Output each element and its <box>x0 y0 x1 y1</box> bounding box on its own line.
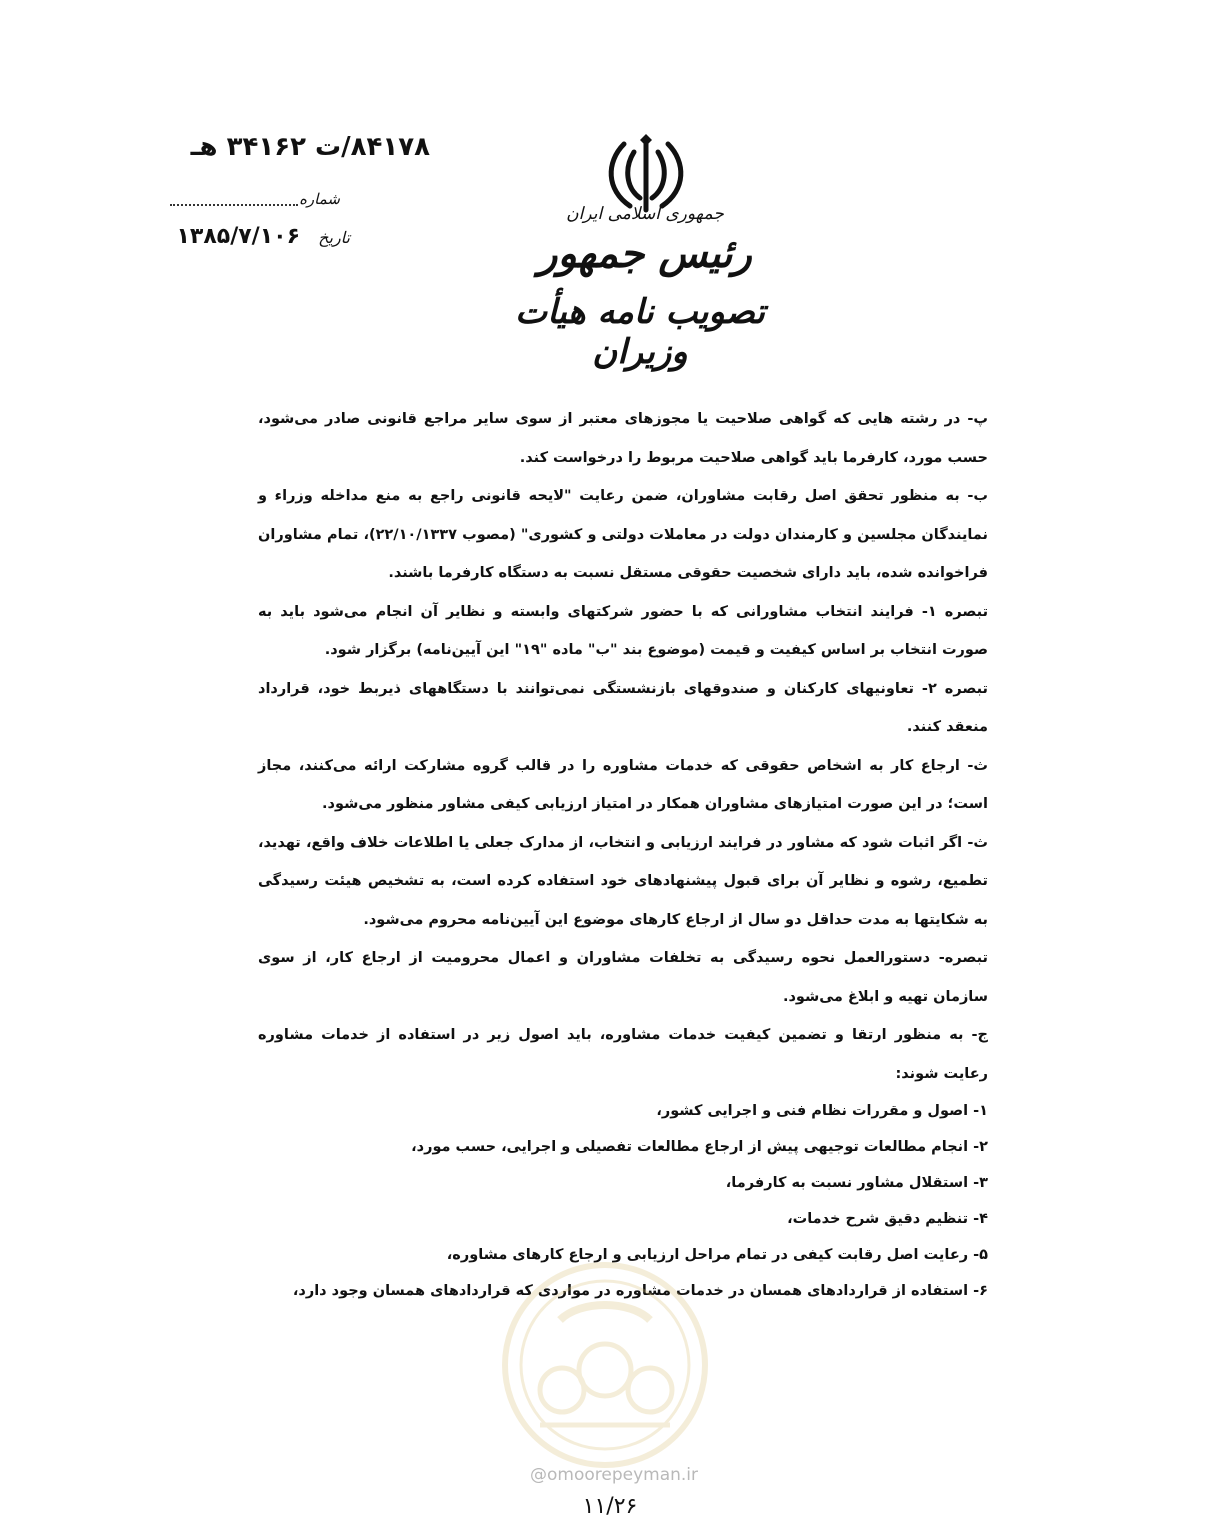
document-body <box>258 400 988 1309</box>
paragraph: ث- اگر اثبات شود که مشاور در فرایند ارزیابی و انتخاب، از مدارک جعلی یا اطلاعات خلاف واقع، تهدید، تطمیع، رشوه و نظایر آن برای قبول پیشنهادهای خود استفاده کرده است، به تشخیص هیئت رسیدگی به شکایتها به مدت حداقل دو سال از ارجاع کارهای موضوع این آیین‌نامه محروم می‌شود. <box>258 834 988 928</box>
paragraph: پ- در رشته هایی که گواهی صلاحیت یا مجوزهای معتبر از سوی سایر مراجع قانونی صادر می‌شود، حسب مورد، کارفرما باید گواهی صلاحیت مربوط را درخواست کند. <box>258 411 988 466</box>
paragraph: تبصره ۱- فرایند انتخاب مشاورانی که با حضور شرکتهای وابسته و نظایر آن انجام می‌شود باید به صورت انتخاب بر اساس کیفیت و قیمت (موضوع بند "ب" ماده "۱۹" این آیین‌نامه) برگزار شود. <box>258 603 989 658</box>
list-item: ۳- استقلال مشاور نسبت به کارفرما، <box>725 1175 988 1191</box>
reference-number: ۸۴۱۷۸/ت ۳۴۱۶۲ هـ <box>190 132 430 162</box>
reference-date-value: ۱۳۸۵/۷/۱۰۶ <box>176 224 300 249</box>
reference-shomare-dots <box>170 204 298 206</box>
reference-date-label: تاریخ <box>318 228 350 247</box>
paragraph: تبصره ۲- تعاونیهای کارکنان و صندوقهای بازنشستگی نمی‌توانند با دستگاههای ذیربط خود، قرارداد منعقد کنند. <box>258 680 988 735</box>
page-number: ۱۱/۲۶ <box>582 1494 638 1519</box>
header-country: جمهوری اسلامی ایران <box>566 204 724 224</box>
paragraph: ث- ارجاع کار به اشخاص حقوقی که خدمات مشاوره را در قالب گروه مشارکت ارائه می‌کنند، مجاز است؛ در این صورت امتیازهای مشاوران همکار در امتیاز ارزیابی کیفی مشاور منظور می‌شود. <box>258 757 988 812</box>
paragraph: ج- به منظور ارتقا و تضمین کیفیت خدمات مشاوره، باید اصول زیر در استفاده از خدمات مشاوره رعایت شوند: <box>258 1027 988 1082</box>
reference-shomare-label: شماره <box>299 190 340 208</box>
paragraph: ب- به منظور تحقق اصل رقابت مشاوران، ضمن رعایت "لایحه قانونی راجع به منع مداخله وزراء و نمایندگان مجلسین و کارمندان دولت در معاملات دولتی و کشوری" (مصوب ۲۲/۱۰/۱۳۳۷)، تمام مشاوران فراخوانده شده، باید دارای شخصیت حقوقی مستقل نسبت به دستگاه کارفرما باشند. <box>258 488 988 581</box>
paragraph: تبصره- دستورالعمل نحوه رسیدگی به تخلفات مشاوران و اعمال محرومیت از ارجاع کار، از سوی سازمان تهیه و ابلاغ می‌شود. <box>258 950 988 1005</box>
list-item: ۴- تنظیم دقیق شرح خدمات، <box>787 1211 988 1227</box>
list-item: ۵- رعایت اصل رقابت کیفی در تمام مراحل ارزیابی و ارجاع کارهای مشاوره، <box>446 1247 988 1263</box>
site-url: @omoorepeyman.ir <box>529 1465 699 1485</box>
reference-date-row <box>150 224 350 256</box>
omoorepeyman-seal-icon <box>500 1260 710 1470</box>
header-president: رئیس جمهور <box>538 230 752 277</box>
list-item: ۶- استفاده از قراردادهای همسان در خدمات مشاوره در مواردی که قراردادهای همسان وجود دارد، <box>292 1283 988 1299</box>
list-item: ۱- اصول و مقررات نظام فنی و اجرایی کشور، <box>656 1103 988 1119</box>
header-cabinet: تصویب نامه هیأت وزیران <box>515 292 765 372</box>
reference-shomare-row <box>160 190 340 214</box>
list-item: ۲- انجام مطالعات توجیهی پیش از ارجاع مطالعات تفصیلی و اجرایی، حسب مورد، <box>411 1139 988 1155</box>
